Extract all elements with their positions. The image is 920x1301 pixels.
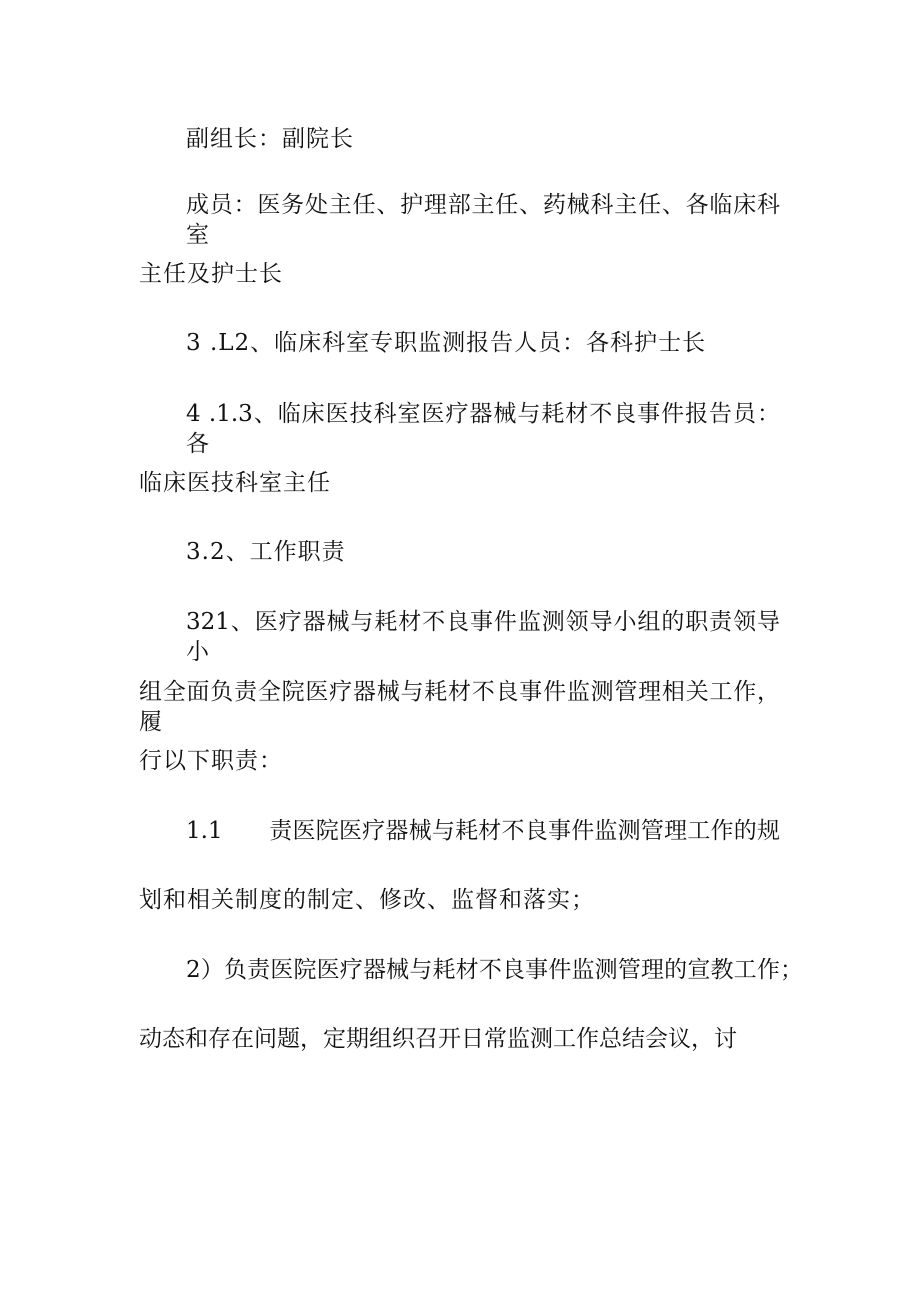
text-line-section-4-1-3-continued: 临床医技科室主任 [139,470,331,496]
text-line-members: 成员：医务处主任、护理部主任、药械科主任、各临床科室 [186,192,780,248]
section-heading-work-duties: 3.2、工作职责 [186,539,346,565]
text-line-duty-2: 2）负责医院医疗器械与耗材不良事件监测管理的宣教工作； [186,957,803,983]
text-line-section-4-1-3: 4 .1.3、临床医技科室医疗器械与耗材不良事件报告员：各 [186,401,780,457]
text-line-section-321: 321、医疗器械与耗材不良事件监测领导小组的职责领导小 [186,609,780,665]
text-line-duty-1-continued: 划和相关制度的制定、修改、监督和落实； [139,887,595,913]
text-line-section-321-continued: 组全面负责全院医疗器械与耗材不良事件监测管理相关工作，履 [139,679,780,735]
text-line-duty-3: 动态和存在问题，定期组织召开日常监测工作总结会议，讨 [139,1026,737,1052]
text-line-duties-intro: 行以下职责： [139,748,283,774]
text-line-deputy-leader: 副组长：副院长 [186,126,354,152]
text-line-members-continued: 主任及护士长 [139,261,283,287]
text-line-duty-1: 1.1 责医院医疗器械与耗材不良事件监测管理工作的规 [186,818,780,844]
text-line-section-3-1-2: 3 .L2、临床科室专职监测报告人员：各科护士长 [186,330,707,356]
